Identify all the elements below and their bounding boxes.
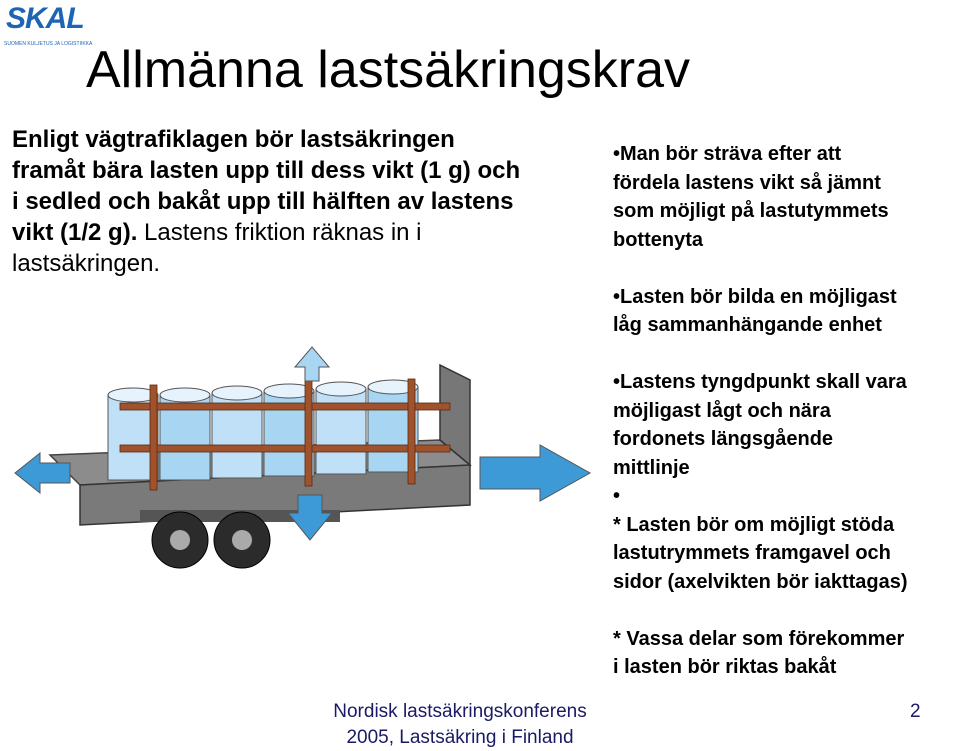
list-gap [613, 340, 960, 369]
logo-name: SKAL [6, 2, 84, 35]
list-line: i lasten bör riktas bakåt [613, 656, 837, 678]
footer-line-1: Nordisk lastsäkringskonferens [333, 701, 587, 722]
list-line: mittlinje [613, 456, 690, 479]
intro-paragraph [12, 124, 532, 279]
list-line: lastutrymmets framgavel och [613, 542, 891, 564]
list-line: som möjligt på lastutymmets [613, 200, 889, 222]
list-line: •Man bör sträva efter att [613, 143, 842, 165]
list-line: låg sammanhängande enhet [613, 314, 882, 336]
list-line: fördela lastens vikt så jämnt [613, 171, 881, 194]
list-line: bottenyta [613, 228, 703, 251]
page-number: 2 [910, 701, 921, 722]
list-line: möjligast lågt och nära [613, 399, 831, 422]
arrow-forward [480, 445, 590, 501]
list-line: sidor (axelvikten bör iakttagas) [613, 570, 908, 593]
list-line: * Lasten bör om möjligt stöda [613, 513, 895, 536]
intro-bold-text: Enligt vägtrafiklagen bör lastsäkringen framåt bära lasten upp till dess vikt (1 g) och i sedled och bakåt upp till hälften av lastens vikt (1/2 g). [12, 126, 521, 246]
trailer-illustration [0, 345, 600, 575]
list-line: * Vassa delar som förekommer [613, 627, 905, 650]
skal-logo [2, 2, 93, 52]
list-line: • [613, 485, 621, 507]
list-line: •Lasten bör bilda en möjligast [613, 285, 897, 308]
requirements-list [613, 140, 960, 682]
logo-tagline: SUOMEN KULJETUS JA LOGISTIIKKA [4, 41, 93, 47]
list-line: •Lastens tyngdpunkt skall vara [613, 371, 907, 393]
intro-normal-text: Lastens friktion räknas in i lastsäkringen. [12, 219, 422, 277]
arrow-up [295, 347, 329, 381]
slide-title: Allmänna lastsäkringskrav [86, 41, 691, 99]
list-line: fordonets längsgående [613, 428, 834, 450]
list-gap [613, 254, 960, 283]
footer-line-2: 2005, Lastsäkring i Finland [346, 727, 574, 748]
list-gap [613, 596, 960, 625]
footer [280, 699, 640, 751]
